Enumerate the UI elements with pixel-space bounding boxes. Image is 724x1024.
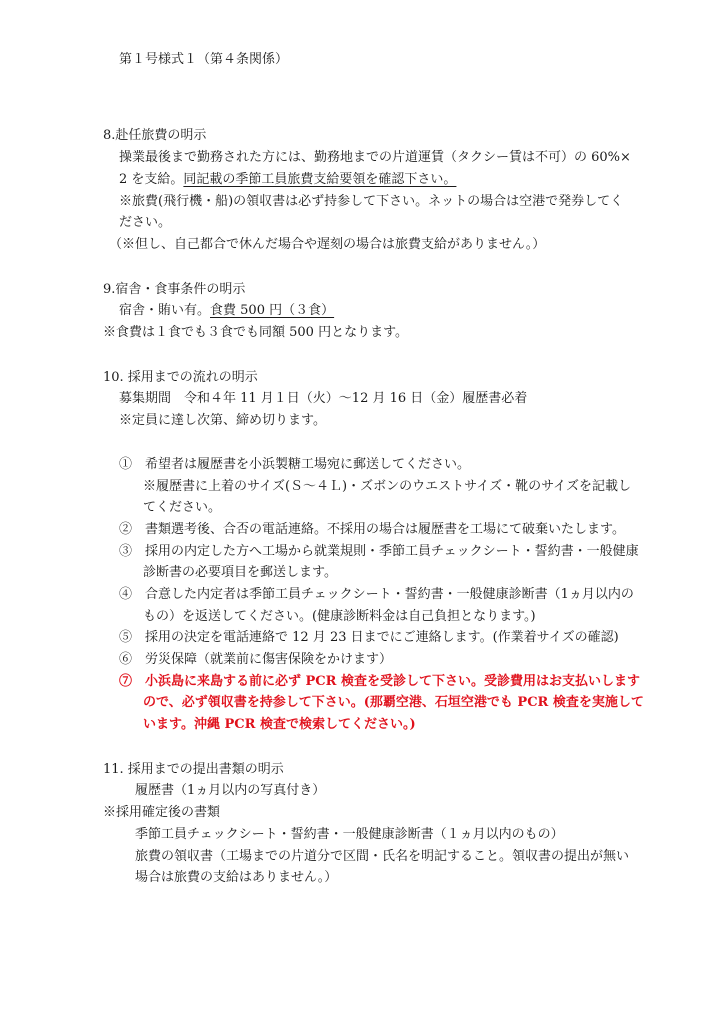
- section11-heading: 11. 採用までの提出書類の明示: [103, 762, 284, 777]
- step-7-cont: ので、必ず領収書を持参して下さい。(那覇空港、石垣空港でも PCR 検査を実施して: [143, 695, 644, 710]
- step-3-cont: 診断書の必要項目を郵送します。: [143, 565, 337, 580]
- section11-line1: 履歴書（1ヵ月以内の写真付き）: [135, 783, 326, 798]
- section8-heading: 8.赴任旅費の明示: [103, 128, 207, 143]
- section11-line4: 旅費の領収書（工場までの片道分で区間・氏名を明記すること。領収書の提出が無い: [135, 849, 630, 864]
- form-label: 第１号様式１（第４条関係）: [119, 52, 289, 67]
- section8-line2-underlined: 同記載の季節工員旅費支給要領を確認下さい。: [183, 172, 457, 187]
- section9-line1-text: 宿舎・賄い有。: [119, 303, 211, 318]
- section10-note: ※定員に達し次第、締め切ります。: [119, 413, 326, 428]
- step-7-cont2: います。沖縄 PCR 検査で検索してください。): [143, 717, 416, 732]
- step-6: ⑥ 労災保障（就業前に傷害保険をかけます）: [119, 652, 393, 667]
- section9-line2: ※食費は１食でも３食でも同額 500 円となります。: [103, 325, 409, 340]
- step-7: ⑦ 小浜島に来島する前に必ず PCR 検査を受診して下さい。受診費用はお支払いします: [119, 674, 640, 689]
- section9-heading: 9.宿舎・食事条件の明示: [103, 282, 246, 297]
- section10-period: 募集期間 令和４年 11 月１日（火）～12 月 16 日（金）履歴書必着: [119, 391, 528, 406]
- step-1-note-cont: てください。: [143, 500, 222, 515]
- step-1: ① 希望者は履歴書を小浜製糖工場宛に郵送してください。: [119, 457, 471, 472]
- section9-line1: [119, 303, 334, 319]
- step-2: ② 書類選考後、合否の電話連絡。不採用の場合は履歴書を工場にて破棄いたします。: [119, 522, 625, 537]
- step-4-cont: もの）を返送してください。(健康診断料金は自己負担となります。): [143, 609, 536, 624]
- section11-line3: 季節工員チェックシート・誓約書・一般健康診断書（１ヵ月以内のもの）: [135, 827, 564, 842]
- section8-line3: ※旅費(飛行機・船)の領収書は必ず持参して下さい。ネットの場合は空港で発券してく: [119, 194, 624, 209]
- section10-heading: 10. 採用までの流れの明示: [103, 370, 258, 385]
- step-1-note: ※履歴書に上着のサイズ(Ｓ～４Ｌ)・ズボンのウエストサイズ・靴のサイズを記載し: [143, 479, 632, 494]
- step-5: ⑤ 採用の決定を電話連絡で 12 月 23 日までにご連絡します。(作業着サイズの確認): [119, 630, 619, 645]
- section8-line2: [119, 172, 456, 188]
- step-3: ③ 採用の内定した方へ工場から就業規則・季節工員チェックシート・誓約書・一般健康: [119, 544, 639, 559]
- section8-line4: ださい。: [119, 215, 172, 230]
- section8-line1: 操業最後まで勤務された方には、勤務地までの片道運賃（タクシー賃は不可）の 60%×: [119, 150, 631, 165]
- section9-line1-underlined: 食費 500 円（３食）: [210, 303, 335, 318]
- section11-line5: 場合は旅費の支給はありません。）: [135, 870, 338, 885]
- section8-line2-text: 2 を支給。: [119, 172, 184, 187]
- step-4: ④ 合意した内定者は季節工員チェックシート・誓約書・一般健康診断書（1ヵ月以内の: [119, 587, 634, 602]
- section11-line2: ※採用確定後の書類: [103, 805, 221, 820]
- section8-line5: （※但し、自己都合で休んだ場合や遅刻の場合は旅費支給がありません。）: [109, 237, 546, 252]
